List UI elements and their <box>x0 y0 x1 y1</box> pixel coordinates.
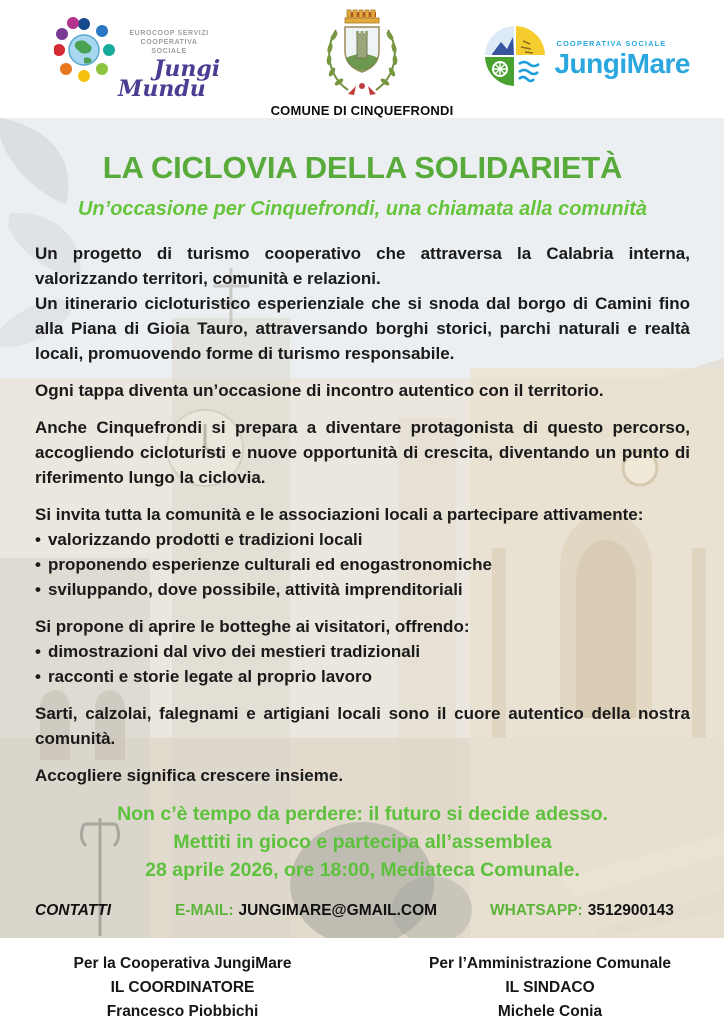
email-value: JUNGIMARE@GMAIL.COM <box>238 902 438 919</box>
paragraph-artigiani: Sarti, calzolai, falegnami e artigiani locali sono il cuore autentico della nostra comunità. <box>35 704 690 748</box>
body-text <box>35 241 690 788</box>
jungi-mundu-org-line1: EUROCOOP SERVIZI <box>129 30 209 37</box>
list-item <box>35 552 690 577</box>
contacts-label: CONTATTI <box>35 902 112 919</box>
bullet-glyph: • <box>35 642 41 661</box>
invite-item-3: sviluppando, dove possibile, attività imprenditoriali <box>47 580 463 599</box>
jungi-mundu-name-line1: Jungi <box>154 56 221 82</box>
paragraph-project-part2: Un itinerario cicloturistico esperienziale che si snoda dal borgo di Camini fino alla Piana di Gioia Tauro, attraversando borghi storici, parchi naturali e realtà locali, promuovendo forme di turismo responsabile. <box>35 294 690 363</box>
bullet-glyph: • <box>35 530 41 549</box>
invite-item-2: proponendo esperienze culturali ed enogastronomiche <box>47 555 492 574</box>
jungimare-emblem-icon <box>483 24 547 93</box>
email-contact <box>175 902 437 920</box>
paragraph-project-part1: Un progetto di turismo cooperativo che attraversa la Calabria interna, valorizzando territori, comunità e relazioni. <box>35 244 690 288</box>
jungimare-logo <box>483 24 690 93</box>
jungi-mundu-org-line3: SOCIALE <box>151 48 187 55</box>
bullet-glyph: • <box>35 555 41 574</box>
jungimare-tagline: COOPERATIVA SOCIALE <box>556 39 667 48</box>
list-item <box>35 664 690 689</box>
signature-mayor <box>400 952 700 1024</box>
cta-line-3: 28 aprile 2026, ore 18:00, Mediateca Comunale. <box>145 859 580 881</box>
header <box>0 0 724 118</box>
jungimare-text <box>554 39 690 78</box>
whatsapp-label: WHATSAPP: <box>490 902 583 919</box>
paragraph-cinquefrondi: Anche Cinquefrondi si prepara a diventare protagonista di questo percorso, accogliendo cicloturisti e nuove opportunità di crescita, diventando un punto di riferimento lungo la ciclovia. <box>35 418 690 487</box>
jungimare-name: JungiMare <box>554 48 690 79</box>
propose-list <box>35 614 690 689</box>
signature-left-org: Per la Cooperativa JungiMare <box>73 955 292 972</box>
contacts-row <box>35 902 690 926</box>
signature-left-name: Francesco Piobbichi <box>106 1003 259 1020</box>
jungi-mundu-logo <box>54 14 220 100</box>
invite-intro: Si invita tutta la comunità e le associazioni locali a partecipare attivamente: <box>35 505 644 524</box>
propose-intro: Si propone di aprire le botteghe ai visitatori, offrendo: <box>35 617 470 636</box>
call-to-action <box>35 800 690 884</box>
bullet-glyph: • <box>35 580 41 599</box>
paragraph-accogliere: Accogliere significa crescere insieme. <box>35 766 344 785</box>
jungi-mundu-globe-icon <box>54 14 116 100</box>
cta-line-2: Mettiti in gioco e partecipa all’assemblea <box>173 831 552 853</box>
comune-crest-icon <box>312 83 412 100</box>
paragraph-project <box>35 241 690 366</box>
jungi-mundu-name-line2: Mundu <box>118 76 206 102</box>
invite-item-1: valorizzando prodotti e tradizioni locali <box>47 530 363 549</box>
page-title: LA CICLOVIA DELLA SOLIDARIETÀ <box>102 150 623 185</box>
jungi-mundu-text <box>118 14 220 100</box>
paragraph-tappa: Ogni tappa diventa un’occasione di incontro autentico con il territorio. <box>35 381 604 400</box>
propose-item-2: racconti e storie legate al proprio lavoro <box>47 667 372 686</box>
whatsapp-contact <box>490 902 674 920</box>
list-item <box>35 577 690 602</box>
signature-right-role: IL SINDACO <box>505 979 595 996</box>
comune-cinquefrondi-logo <box>242 6 482 118</box>
invite-list <box>35 502 690 602</box>
poster-content <box>0 118 724 938</box>
signature-right-org: Per l’Amministrazione Comunale <box>428 955 672 972</box>
signature-right-name: Michele Conia <box>497 1003 603 1020</box>
email-label: E-MAIL: <box>175 902 234 919</box>
cta-line-1: Non c’è tempo da perdere: il futuro si decide adesso. <box>117 803 608 825</box>
propose-item-1: dimostrazioni dal vivo dei mestieri tradizionali <box>47 642 421 661</box>
whatsapp-value: 3512900143 <box>587 902 674 919</box>
list-item <box>35 527 690 552</box>
signature-coordinator <box>30 952 335 1024</box>
bullet-glyph: • <box>35 667 41 686</box>
signature-left-role: IL COORDINATORE <box>110 979 255 996</box>
page-subtitle: Un’occasione per Cinquefrondi, una chiamata alla comunità <box>77 198 647 220</box>
footer <box>0 938 724 1024</box>
jungi-mundu-org-line2: COOPERATIVA <box>140 39 198 46</box>
list-item <box>35 639 690 664</box>
comune-caption: COMUNE DI CINQUEFRONDI <box>270 103 454 118</box>
